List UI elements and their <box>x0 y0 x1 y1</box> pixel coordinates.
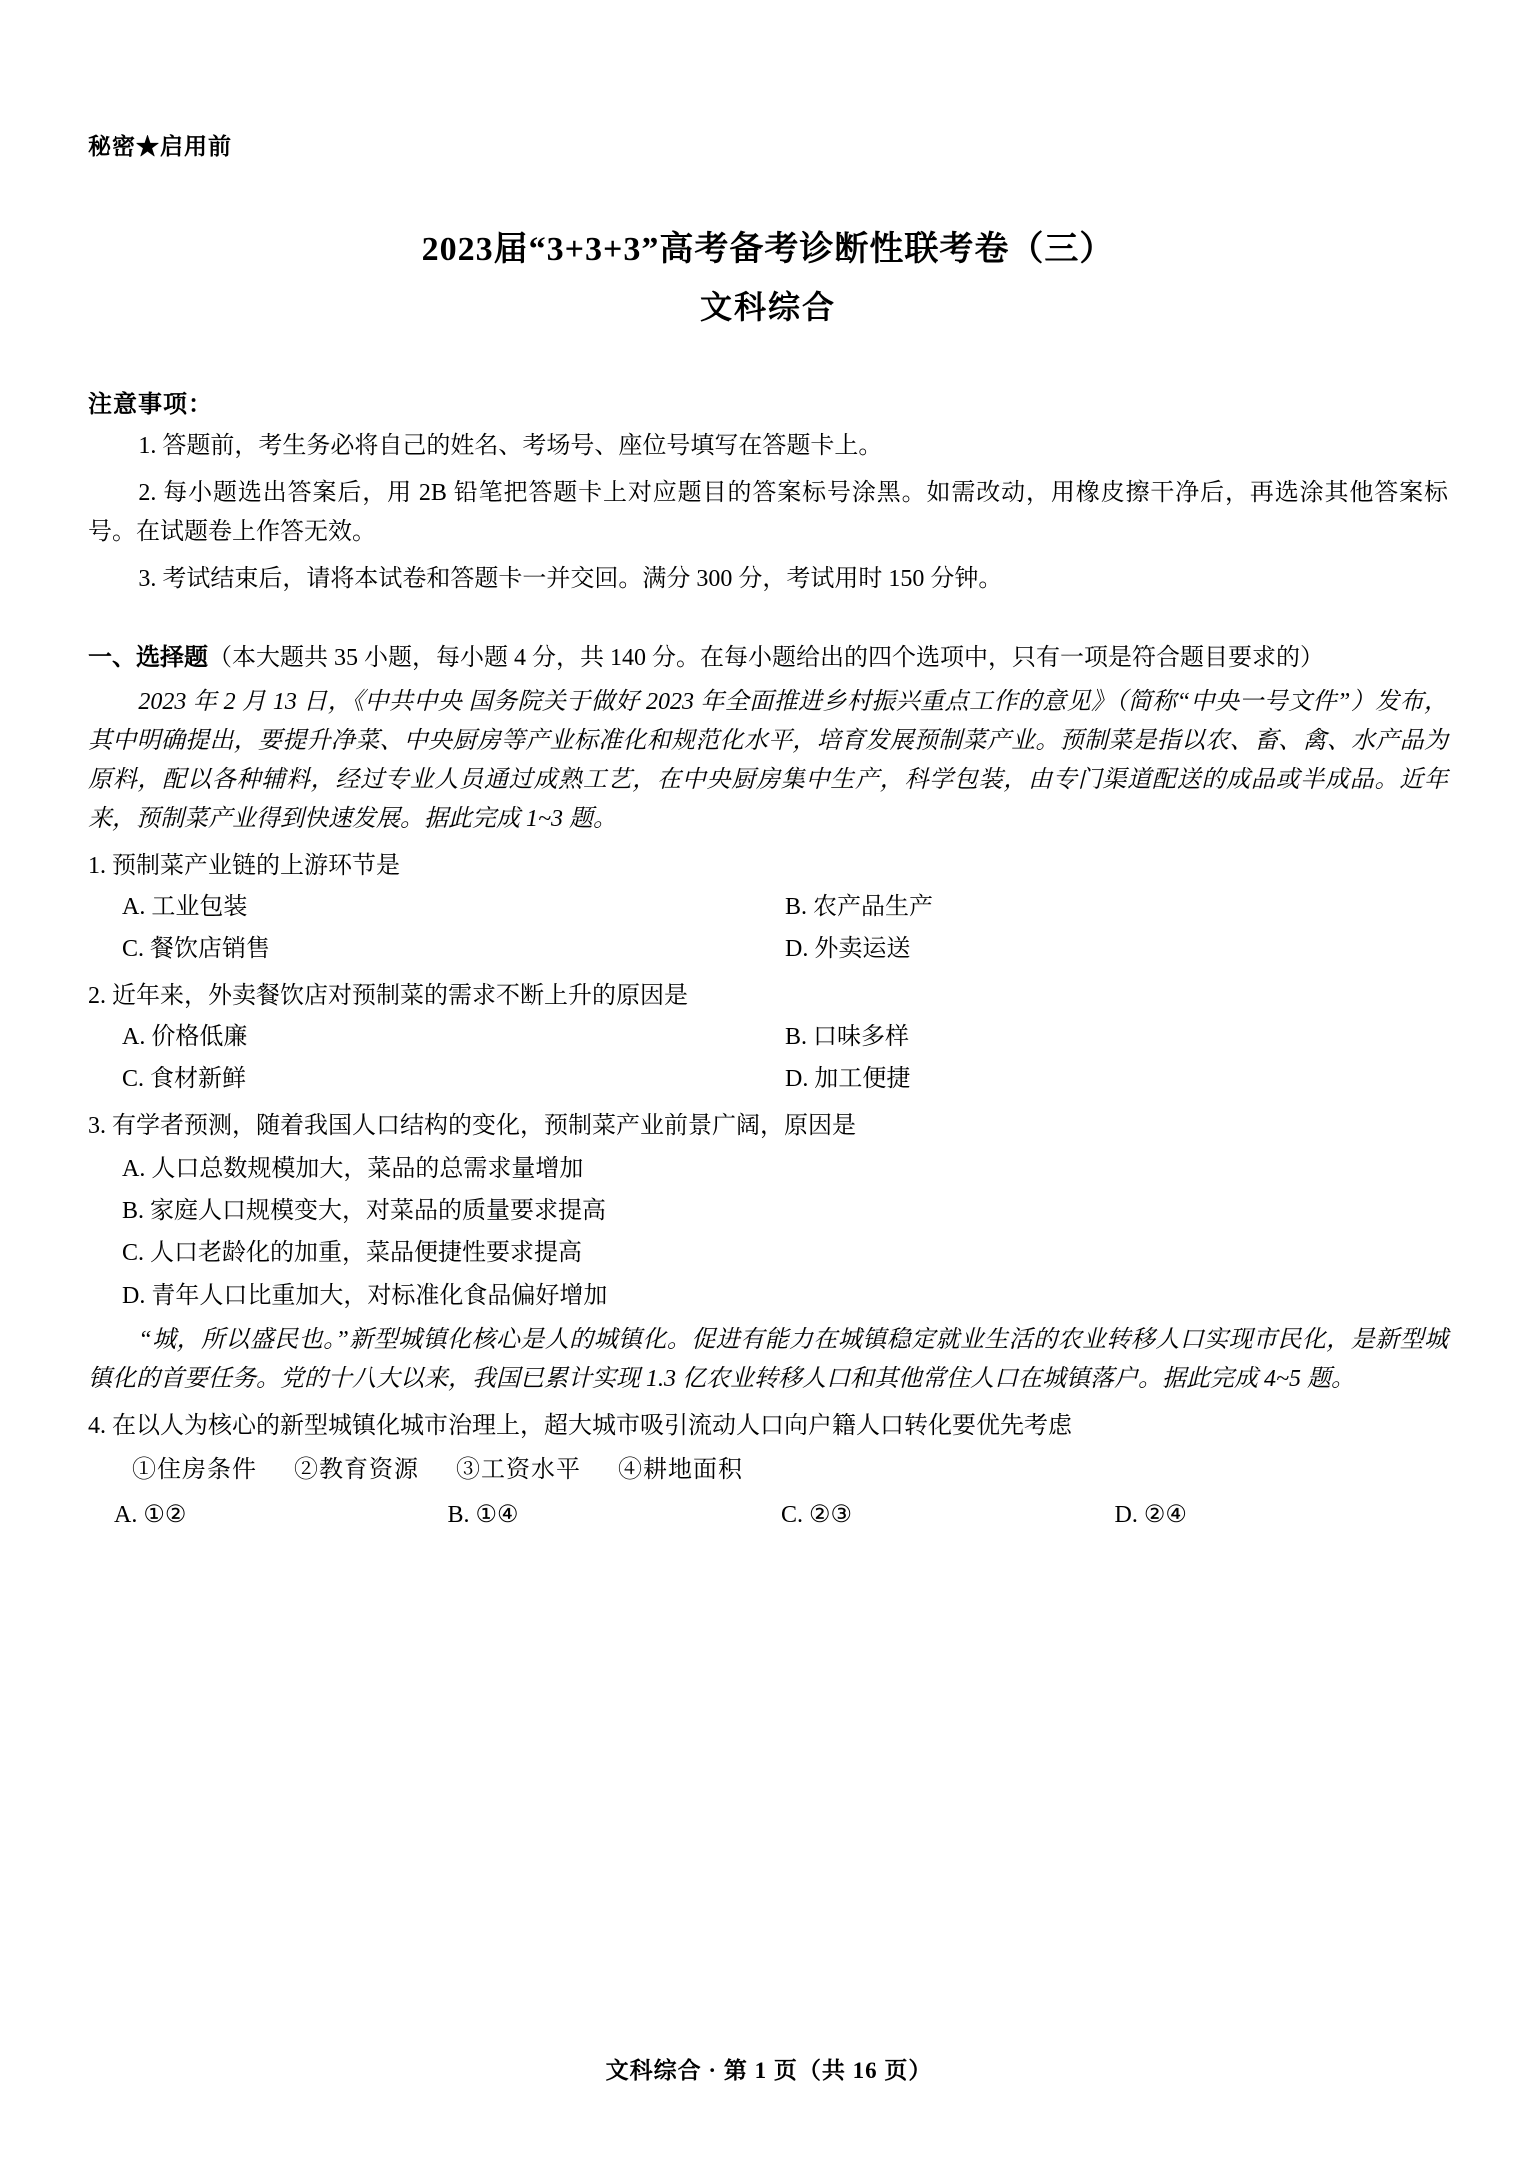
question-3-number: 3. <box>88 1113 106 1140</box>
question-2-text: 近年来，外卖餐饮店对预制菜的需求不断上升的原因是 <box>112 983 688 1010</box>
question-1 <box>88 847 1448 885</box>
question-2 <box>88 977 1448 1015</box>
question-4-circled-2: ②教育资源 <box>294 1457 419 1484</box>
subject-title: 文科综合 <box>699 289 836 325</box>
question-3-option-a[interactable]: A. 人口总数规模加大，菜品的总需求量增加 <box>122 1155 584 1182</box>
question-3-option-c[interactable]: C. 人口老龄化的加重，菜品便捷性要求提高 <box>122 1240 583 1267</box>
page-title: 2023届“3+3+3”高考备考诊断性联考卷（三） <box>421 231 1115 268</box>
question-1-option-a[interactable]: A. 工业包装 <box>122 894 248 921</box>
question-4-options <box>88 1496 1448 1534</box>
question-1-text: 预制菜产业链的上游环节是 <box>112 852 400 879</box>
passage-2: “城，所以盛民也。”新型城镇化核心是人的城镇化。促进有能力在城镇稳定就业生活的农业转移人口实现市民化，是新型城镇化的首要任务。党的十八大以来，我国已累计实现 1.3 亿农业转移人口和其他常住人口在城镇落户。据此完成 4~5 题。 <box>88 1327 1448 1393</box>
question-3-option-b[interactable]: B. 家庭人口规模变大，对菜品的质量要求提高 <box>122 1198 607 1225</box>
question-1-option-b[interactable]: B. 农产品生产 <box>785 894 934 921</box>
question-4-option-c[interactable]: C. ②③ <box>781 1501 853 1528</box>
question-4-circled-1: ①住房条件 <box>132 1457 257 1484</box>
passage-1: 2023 年 2 月 13 日，《中共中央 国务院关于做好 2023 年全面推进乡村振兴重点工作的意见》（简称“中央一号文件”）发布，其中明确提出，要提升净菜、中央厨房等产业标准化和规范化水平，培育发展预制菜产业。预制菜是指以农、畜、禽、水产品为原料，配以各种辅料，经过专业人员通过成熟工艺，在中央厨房集中生产，科学包装，由专门渠道配送的成品或半成品。近年来，预制菜产业得到快速发展。据此完成 1~3 题。 <box>88 689 1448 832</box>
question-4-number: 4. <box>88 1412 106 1439</box>
question-1-options-row-2 <box>88 931 1448 969</box>
question-4-option-b[interactable]: B. ①④ <box>447 1501 519 1528</box>
question-1-number: 1. <box>88 852 106 879</box>
question-4-circled-4: ④耕地面积 <box>618 1457 743 1484</box>
question-3-option-d[interactable]: D. 青年人口比重加大，对标准化食品偏好增加 <box>122 1282 608 1309</box>
section-heading-bold: 一、选择题 <box>88 644 208 671</box>
question-1-options-row-1 <box>88 889 1448 927</box>
question-1-option-d[interactable]: D. 外卖运送 <box>785 936 911 963</box>
notice-item-2: 2. 每小题选出答案后，用 2B 铅笔把答题卡上对应题目的答案标号涂黑。如需改动，用橡皮擦干净后，再选涂其他答案标号。在试题卷上作答无效。 <box>88 479 1448 545</box>
question-2-number: 2. <box>88 983 106 1010</box>
question-3-text: 有学者预测，随着我国人口结构的变化，预制菜产业前景广阔，原因是 <box>112 1113 856 1140</box>
question-4-circled-3: ③工资水平 <box>456 1457 581 1484</box>
question-4 <box>88 1407 1448 1445</box>
question-2-option-b[interactable]: B. 口味多样 <box>785 1024 910 1051</box>
question-2-options-row-1 <box>88 1019 1448 1057</box>
section-heading <box>88 639 1448 678</box>
page-footer: 文科综合 · 第 1 页（共 16 页） <box>605 2058 933 2083</box>
question-4-option-a[interactable]: A. ①② <box>114 1501 187 1528</box>
notice-item-1: 1. 答题前，考生务必将自己的姓名、考场号、座位号填写在答题卡上。 <box>138 433 883 459</box>
question-3 <box>88 1107 1448 1145</box>
question-2-option-d[interactable]: D. 加工便捷 <box>785 1066 911 1093</box>
question-4-circled-items <box>88 1451 1448 1489</box>
question-2-option-c[interactable]: C. 食材新鲜 <box>122 1066 247 1093</box>
question-1-option-c[interactable]: C. 餐饮店销售 <box>122 936 271 963</box>
page-content <box>88 128 1448 1534</box>
notice-heading: 注意事项： <box>88 392 213 418</box>
question-2-options-row-2 <box>88 1061 1448 1099</box>
section-heading-rest: （本大题共 35 小题，每小题 4 分，共 140 分。在每小题给出的四个选项中，只有一项是符合题目要求的） <box>208 644 1324 671</box>
secret-label: 秘密★启用前 <box>88 134 232 159</box>
notice-item-3: 3. 考试结束后，请将本试卷和答题卡一并交回。满分 300 分，考试用时 150 分钟。 <box>138 565 1003 592</box>
question-2-option-a[interactable]: A. 价格低廉 <box>122 1024 248 1051</box>
question-4-option-d[interactable]: D. ②④ <box>1114 1501 1187 1528</box>
question-4-text: 在以人为核心的新型城镇化城市治理上，超大城市吸引流动人口向户籍人口转化要优先考虑 <box>112 1412 1072 1439</box>
